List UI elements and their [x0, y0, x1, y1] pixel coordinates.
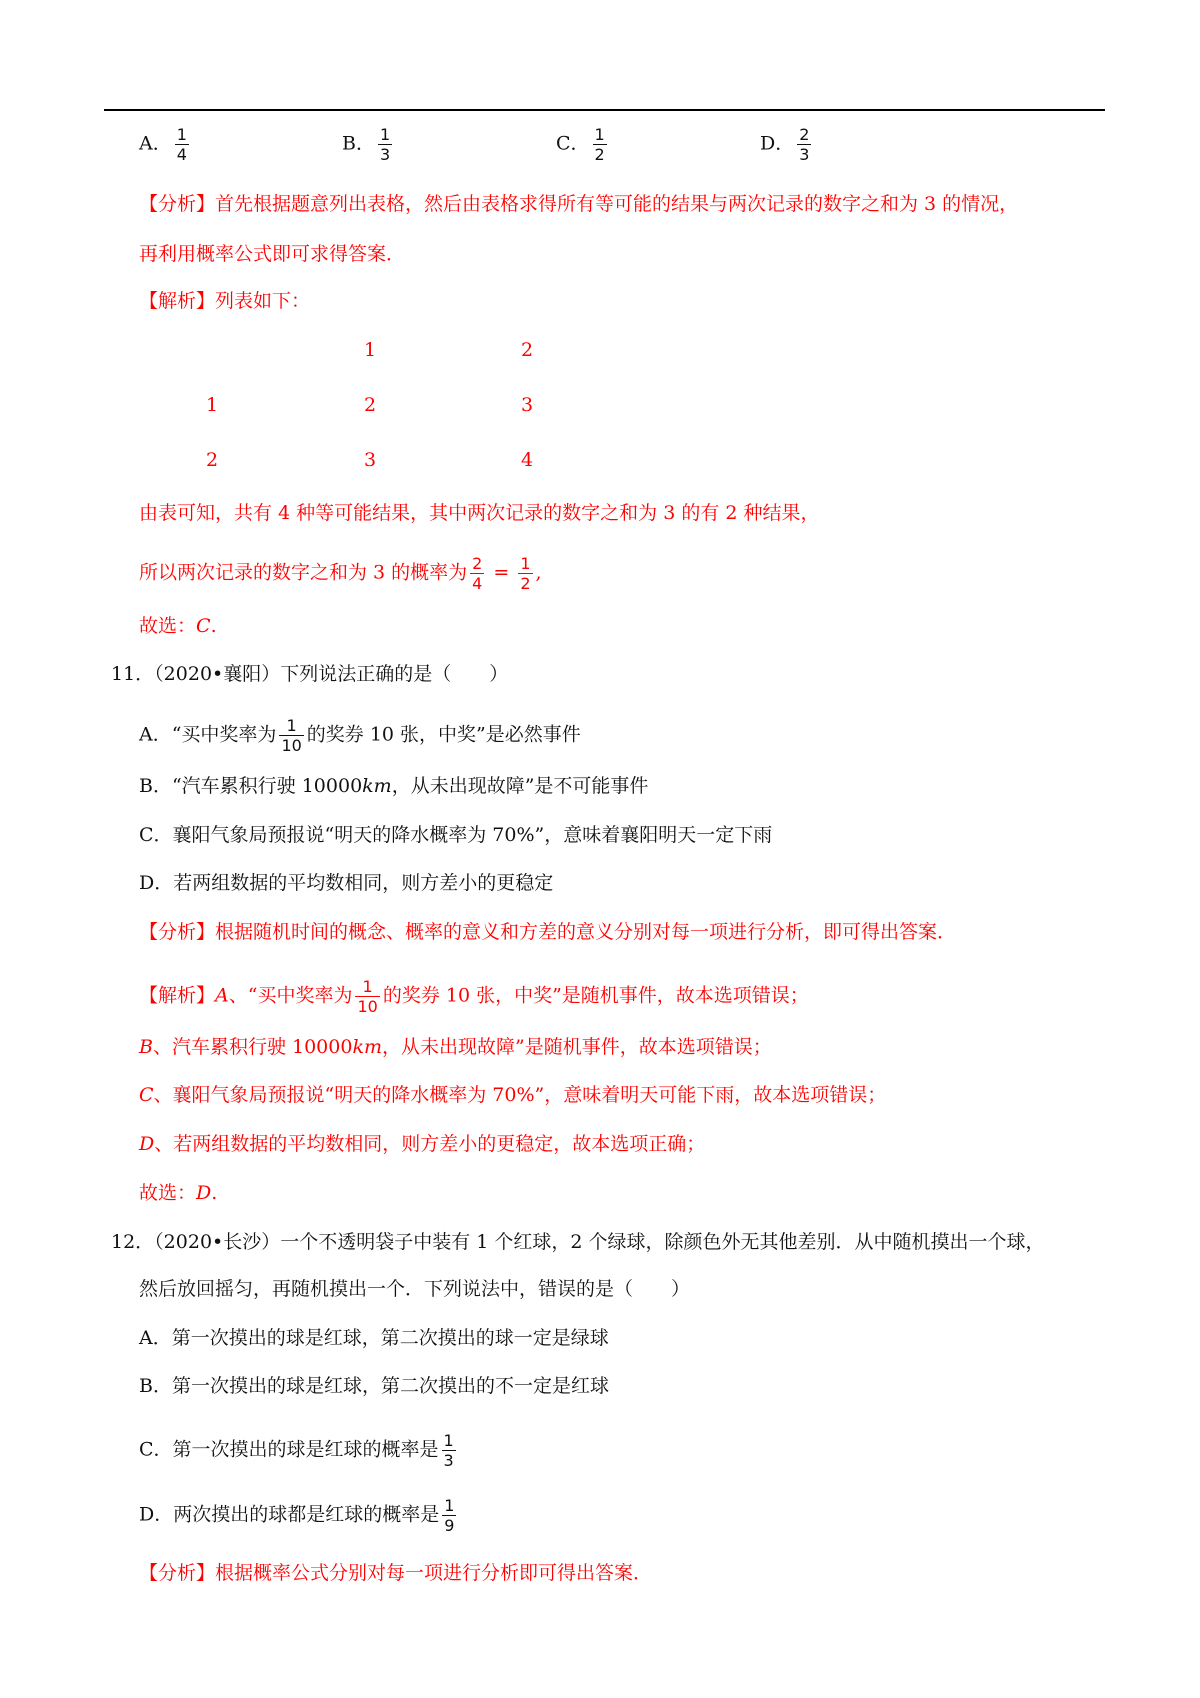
- q12-stem-1: 12．（2020•长沙）一个不透明袋子中装有 1 个红球，2 个绿球，除颜色外无其他差别．从中随机摸出一个球，: [111, 1231, 1045, 1253]
- q10-option-b: B． $\frac{1}{3}$: [342, 125, 391, 164]
- q12-option-a: A．第一次摸出的球是红球，第二次摸出的球一定是绿球: [139, 1327, 609, 1349]
- table-cell: 4: [520, 449, 534, 471]
- q11-analysis: 【分析】根据随机时间的概念、概率的意义和方差的意义分别对每一项进行分析，即可得出答案．: [139, 921, 957, 943]
- q11-solution-c: C、襄阳气象局预报说“明天的降水概率为 70%”，意味着明天可能下雨，故本选项错误；: [139, 1084, 887, 1106]
- table-row-head: 1: [205, 394, 219, 416]
- q12-analysis: 【分析】根据概率公式分别对每一项进行分析即可得出答案．: [139, 1562, 653, 1584]
- q10-option-a: A． $\frac{1}{4}$: [139, 125, 187, 164]
- table-cell: 2: [363, 394, 377, 416]
- q10-option-c: C． $\frac{1}{2}$: [556, 125, 605, 164]
- q12-option-c: C．第一次摸出的球是红球的概率是 $\frac{1}{3}$: [139, 1431, 454, 1470]
- q10-solution-intro: 【解析】列表如下：: [139, 290, 311, 312]
- table-cell: 3: [363, 449, 377, 471]
- q10-analysis-line-2: 再利用概率公式即可求得答案．: [139, 243, 406, 265]
- q11-option-b: B．“汽车累积行驶 10000km，从未出现故障”是不可能事件: [139, 775, 649, 797]
- table-header-cell: 2: [520, 339, 534, 361]
- q11-option-a: A．“买中奖率为 $\frac{1}{10}$ 的奖券 10 张，中奖”是必然事件: [139, 716, 581, 755]
- q10-conclusion-1: 由表可知，共有 4 种等可能结果，其中两次记录的数字之和为 3 的有 2 种结果，: [139, 502, 820, 524]
- q11-solution-a: 【解析】A、“买中奖率为 $\frac{1}{10}$ 的奖券 10 张，中奖”是随机事件，故本选项错误；: [139, 977, 809, 1016]
- q11-stem: 11．（2020•襄阳）下列说法正确的是（ ）: [111, 663, 509, 685]
- q11-option-c: C．襄阳气象局预报说“明天的降水概率为 70%”，意味着襄阳明天一定下雨: [139, 824, 773, 846]
- header-rule: [104, 109, 1105, 111]
- q12-stem-2: 然后放回摇匀，再随机摸出一个．下列说法中，错误的是（ ）: [139, 1278, 691, 1300]
- q10-answer: 故选：C.: [139, 615, 217, 637]
- q12-option-b: B．第一次摸出的球是红球，第二次摸出的不一定是红球: [139, 1375, 609, 1397]
- q11-solution-b: B、汽车累积行驶 10000km，从未出现故障”是随机事件，故本选项错误；: [139, 1036, 772, 1058]
- q10-analysis-line-1: 【分析】首先根据题意列出表格，然后由表格求得所有等可能的结果与两次记录的数字之和为 3 的情况，: [139, 193, 1019, 215]
- q11-answer: 故选：D.: [139, 1182, 218, 1204]
- q12-option-d: D．两次摸出的球都是红球的概率是 $\frac{1}{9}$: [139, 1496, 455, 1535]
- table-header-cell: 1: [363, 339, 377, 361]
- q10-option-d: D． $\frac{2}{3}$: [760, 125, 810, 164]
- table-cell: 3: [520, 394, 534, 416]
- q11-solution-d: D、若两组数据的平均数相同，则方差小的更稳定，故本选项正确；: [139, 1133, 706, 1155]
- q11-option-d: D．若两组数据的平均数相同，则方差小的更稳定: [139, 872, 554, 894]
- table-row-head: 2: [205, 449, 219, 471]
- q10-conclusion-2: 所以两次记录的数字之和为 3 的概率为 $\frac{2}{4}$ = $\frac{1}{2}$ ,: [139, 554, 542, 593]
